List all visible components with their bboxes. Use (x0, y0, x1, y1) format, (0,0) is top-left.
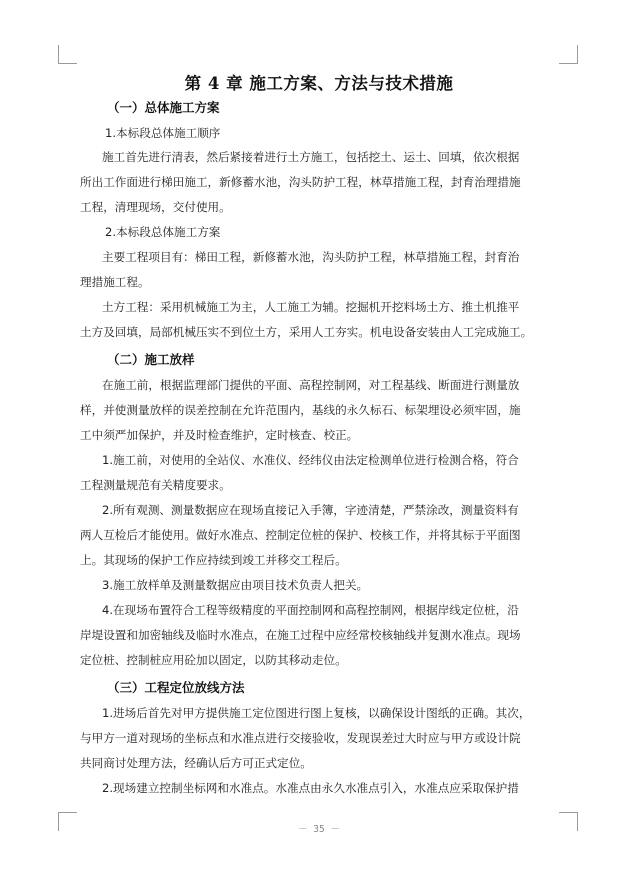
paragraph-line: 两人互检后才能使用。做好水准点、控制定位桩的保护、校核工作，并将其标于平面图 (80, 528, 521, 542)
paragraph-line: 定位桩、控制桩应用砼加以固定，以防其移动走位。 (80, 653, 347, 667)
paragraph-line: 工中须严加保护，并及时检查维护，定时核查、校正。 (80, 428, 359, 442)
paragraph-line: 所出工作面进行梯田施工，新修蓄水池，沟头防护工程，林草措施工程，封育治理措施 (80, 175, 521, 189)
paragraph-line: 共同商讨处理方法，经确认后方可正式定位。 (80, 756, 312, 770)
paragraph-line: 1.进场后首先对甲方提供施工定位图进行图上复核，以确保设计图纸的正确。其次， (102, 706, 531, 720)
paragraph-line: 土方工程：采用机械施工为主，人工施工为辅。挖掘机开挖料场土方、推土机推平 (102, 300, 520, 314)
crop-mark (58, 812, 77, 813)
section-heading: （一）总体施工方案 (107, 100, 220, 115)
paragraph-line: 3.施工放样单及测量数据应由项目技术负责人把关。 (102, 578, 369, 592)
crop-mark (559, 812, 578, 813)
paragraph-line: 主要工程项目有：梯田工程，新修蓄水池，沟头防护工程，林草措施工程，封育治 (102, 250, 520, 264)
paragraph-line: 工程测量规范有关精度要求。 (80, 478, 231, 492)
paragraph-line: 在施工前，根据监理部门提供的平面、高程控制网，对工程基线、断面进行测量放 (102, 378, 520, 392)
crop-mark (577, 45, 578, 64)
paragraph-line: 上。其现场的保护工作应持续到竣工并移交工程后。 (80, 553, 347, 567)
paragraph-line: 与甲方一道对现场的坐标点和水准点进行交接验收，发现误差过大时应与甲方或设计院 (80, 731, 521, 745)
text: 施工首先进行清表，然后紧接着进行土方施工，包括挖土、运土、回填，依次根据 (102, 150, 520, 164)
paragraph-line: 工程，清理现场，交付使用。 (80, 200, 231, 214)
paragraph-line: 2.本标段总体施工方案 (105, 225, 221, 239)
paragraph-line: 2.现场建立控制坐标网和水准点。水准点由永久水准点引入，水准点应采取保护措 (102, 781, 519, 795)
paragraph-line: 岸堤设置和加密轴线及临时水准点，在施工过程中应经常校核轴线并复测水准点。现场 (80, 628, 521, 642)
paragraph-line: 1.本标段总体施工顺序 (105, 126, 221, 140)
section-heading: （三）工程定位放线方法 (107, 680, 245, 695)
paragraph-line: 样，并使测量放样的误差控制在允许范围内，基线的永久标石、标架埋设必须牢固，施 (80, 403, 521, 417)
paragraph-line (80, 149, 560, 165)
paragraph-line: 1.施工前，对使用的全站仪、水准仪、经纬仪由法定检测单位进行检测合格，符合 (102, 453, 519, 467)
crop-mark (58, 45, 59, 64)
paragraph-line: 4.在现场布置符合工程等级精度的平面控制网和高程控制网，根据岸线定位桩，沿 (102, 603, 519, 617)
paragraph-line: 理措施工程。 (80, 275, 150, 289)
paragraph-line: 土方及回填，局部机械压实不到位土方，采用人工夯实。机电设备安装由人工完成施工。 (80, 325, 533, 339)
crop-mark (58, 63, 77, 64)
section-heading: （二）施工放样 (107, 352, 195, 367)
paragraph-line: 2.所有观测、测量数据应在现场直接记入手簿，字迹清楚，严禁涂改，测量资料有 (102, 503, 519, 517)
page-number: － 35 － (298, 824, 340, 835)
crop-mark (559, 63, 578, 64)
chapter-title: 第 4 章 施工方案、方法与技术措施 (184, 74, 454, 93)
